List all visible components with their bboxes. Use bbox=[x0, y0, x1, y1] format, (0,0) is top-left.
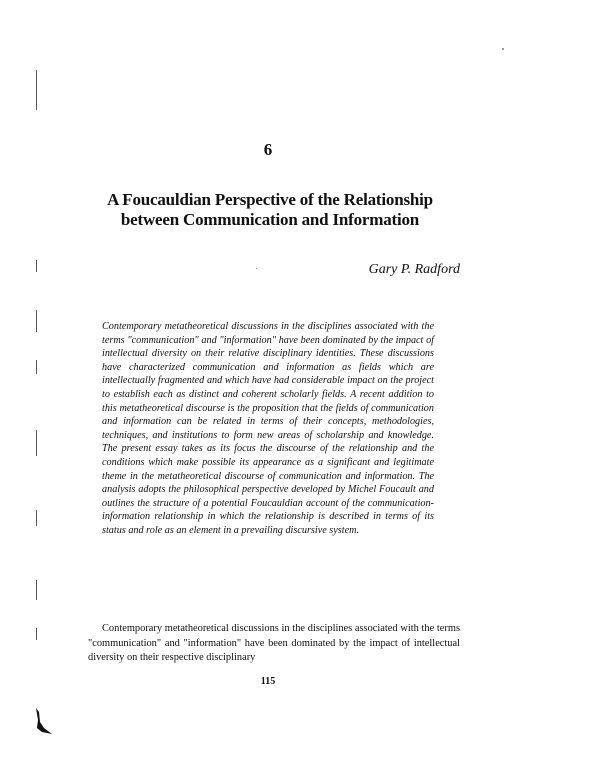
page-number: 115 bbox=[260, 676, 276, 687]
scan-corner-blot bbox=[34, 706, 54, 736]
chapter-title-line-1: A Foucauldian Perspective of the Relationship bbox=[107, 190, 433, 209]
author-name: Gary P. Radford bbox=[368, 262, 460, 277]
body-paragraph: Contemporary metatheoretical discussions in the disciplines associated with the terms "communication" and "information" have been dominated by the impact of intellectual diversity on their respective disciplinary bbox=[88, 623, 460, 663]
chapter-title bbox=[70, 190, 470, 230]
chapter-number: 6 bbox=[263, 140, 273, 159]
abstract: Contemporary metatheoretical discussions in the disciplines associated with the terms "communication" and "information" have been dominated by the impact of intellectual diversity on their relative disciplinary identities. These discussions have characterized communication and information as fields which are intellectually fragmented and which have had considerable impact on the project to establish each as distinct and coherent scholarly fields. A recent addition to this metatheoretical discourse is the proposition that the fields of communication and information can be related in terms of their concepts, methodologies, techniques, and institutions to form new areas of scholarship and knowledge. The present essay takes as its focus the discourse of the relationship and the conditions which make possible its appearance as a significant and legitimate theme in the metatheoretical discourse of communication and information. The analysis adopts the philosophical perspective developed by Michel Foucault and outlines the structure of a potential Foucauldian account of the communication-information relationship in which the relationship is described in terms of its status and role as an element in a prevailing discursive system. bbox=[102, 321, 434, 536]
chapter-title-line-2: between Communication and Information bbox=[120, 210, 420, 229]
